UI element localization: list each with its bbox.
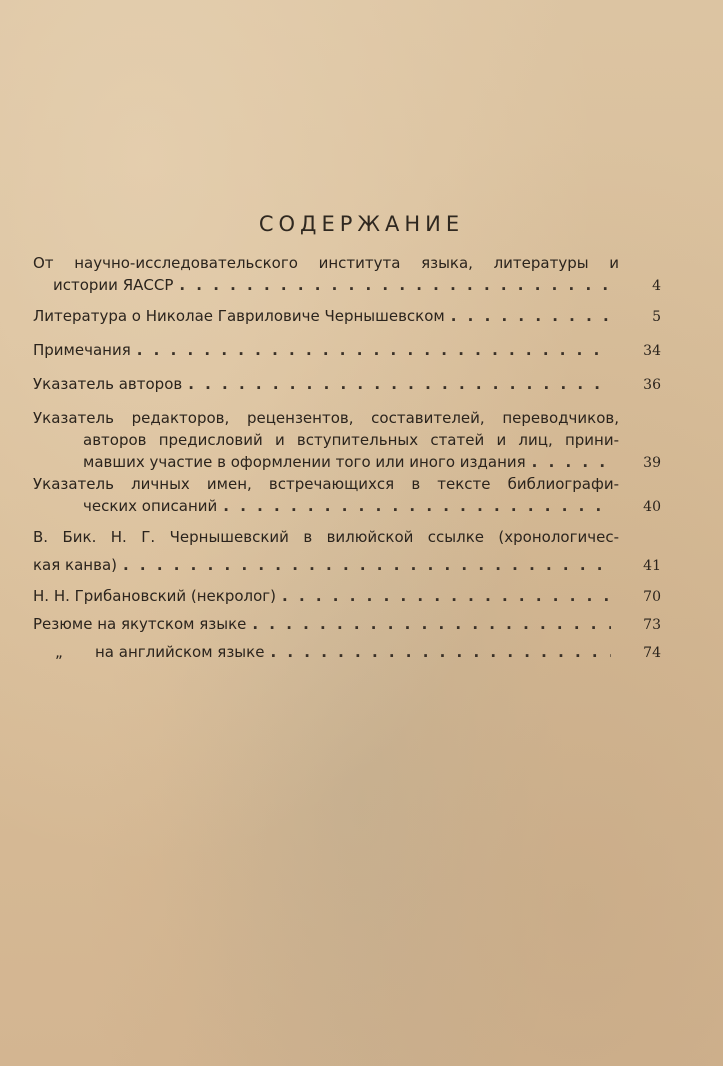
dot-leader (123, 554, 611, 576)
toc-entry-yakut-summary[interactable] (33, 613, 661, 635)
page-number: 36 (643, 377, 661, 393)
toc-entry-text: кая канва) (33, 556, 117, 574)
toc-entry-text: Указатель авторов (33, 375, 183, 393)
toc-entry-text: Примечания (33, 341, 131, 359)
toc-entry-author-index[interactable] (33, 373, 661, 395)
toc-entry-text: истории ЯАССР (53, 276, 174, 294)
page-number: 5 (652, 309, 661, 325)
toc-entry-english-summary[interactable] (33, 641, 661, 663)
page-number: 4 (652, 278, 661, 294)
toc-entry-text: Литература о Николае Гавриловиче Чернышевском (33, 307, 445, 325)
page-number: 39 (643, 455, 661, 471)
toc-entry-text: Н. Н. Грибановский (некролог) (33, 587, 277, 605)
toc-entry-last-line (33, 339, 661, 361)
page-number: 70 (643, 589, 661, 605)
page-title: СОДЕРЖАНИЕ (258, 212, 465, 236)
dot-leader (451, 305, 611, 327)
page-number: 74 (643, 645, 661, 661)
toc-entry-institute[interactable] (33, 252, 661, 296)
toc-entry-notes[interactable] (33, 339, 661, 361)
dot-leader (282, 585, 611, 607)
toc-entry-last-line (33, 451, 661, 473)
toc-entry-text: мавших участие в оформлении того или иного издания (83, 453, 526, 471)
toc-entry-obituary[interactable] (33, 585, 661, 607)
dot-leader (137, 339, 611, 361)
dot-leader (270, 641, 611, 663)
toc-entry-text: на английском языке (95, 643, 265, 661)
toc-entry-last-line (33, 554, 661, 576)
toc-entry-last-line (33, 641, 661, 663)
toc-entry-text-line: От научно-исследовательского института языка, литературы и (33, 254, 619, 272)
ditto-mark: „ (55, 643, 63, 661)
table-of-contents (33, 252, 661, 663)
dot-leader (532, 451, 611, 473)
dot-leader (223, 495, 611, 517)
page-number: 40 (643, 499, 661, 515)
toc-entry-last-line (33, 274, 661, 296)
toc-entry-editor-index[interactable] (33, 407, 661, 473)
toc-entry-text: ческих описаний (83, 497, 218, 515)
toc-entry-text-line: авторов предисловий и вступительных статей и лиц, прини- (83, 431, 619, 449)
toc-entry-last-line (33, 613, 661, 635)
toc-entry-last-line (33, 305, 661, 327)
dot-leader (188, 373, 611, 395)
toc-entry-names-index[interactable] (33, 473, 661, 517)
toc-entry-text-line: Указатель личных имен, встречающихся в тексте библиографи- (33, 475, 619, 493)
toc-entry-last-line (33, 373, 661, 395)
page-number: 73 (643, 617, 661, 633)
toc-entry-text-line: Указатель редакторов, рецензентов, составителей, переводчиков, (33, 409, 619, 427)
dot-leader (252, 613, 611, 635)
toc-entry-last-line (33, 585, 661, 607)
toc-entry-literature[interactable] (33, 305, 661, 327)
page-number: 34 (643, 343, 661, 359)
toc-entry-bik-chronology[interactable] (33, 526, 661, 576)
toc-entry-last-line (33, 495, 661, 517)
toc-entry-text: Резюме на якутском языке (33, 615, 247, 633)
dot-leader (179, 274, 611, 296)
page-number: 41 (643, 558, 661, 574)
toc-entry-text-line: В. Бик. Н. Г. Чернышевский в вилюйской ссылке (хронологичес- (33, 528, 619, 546)
